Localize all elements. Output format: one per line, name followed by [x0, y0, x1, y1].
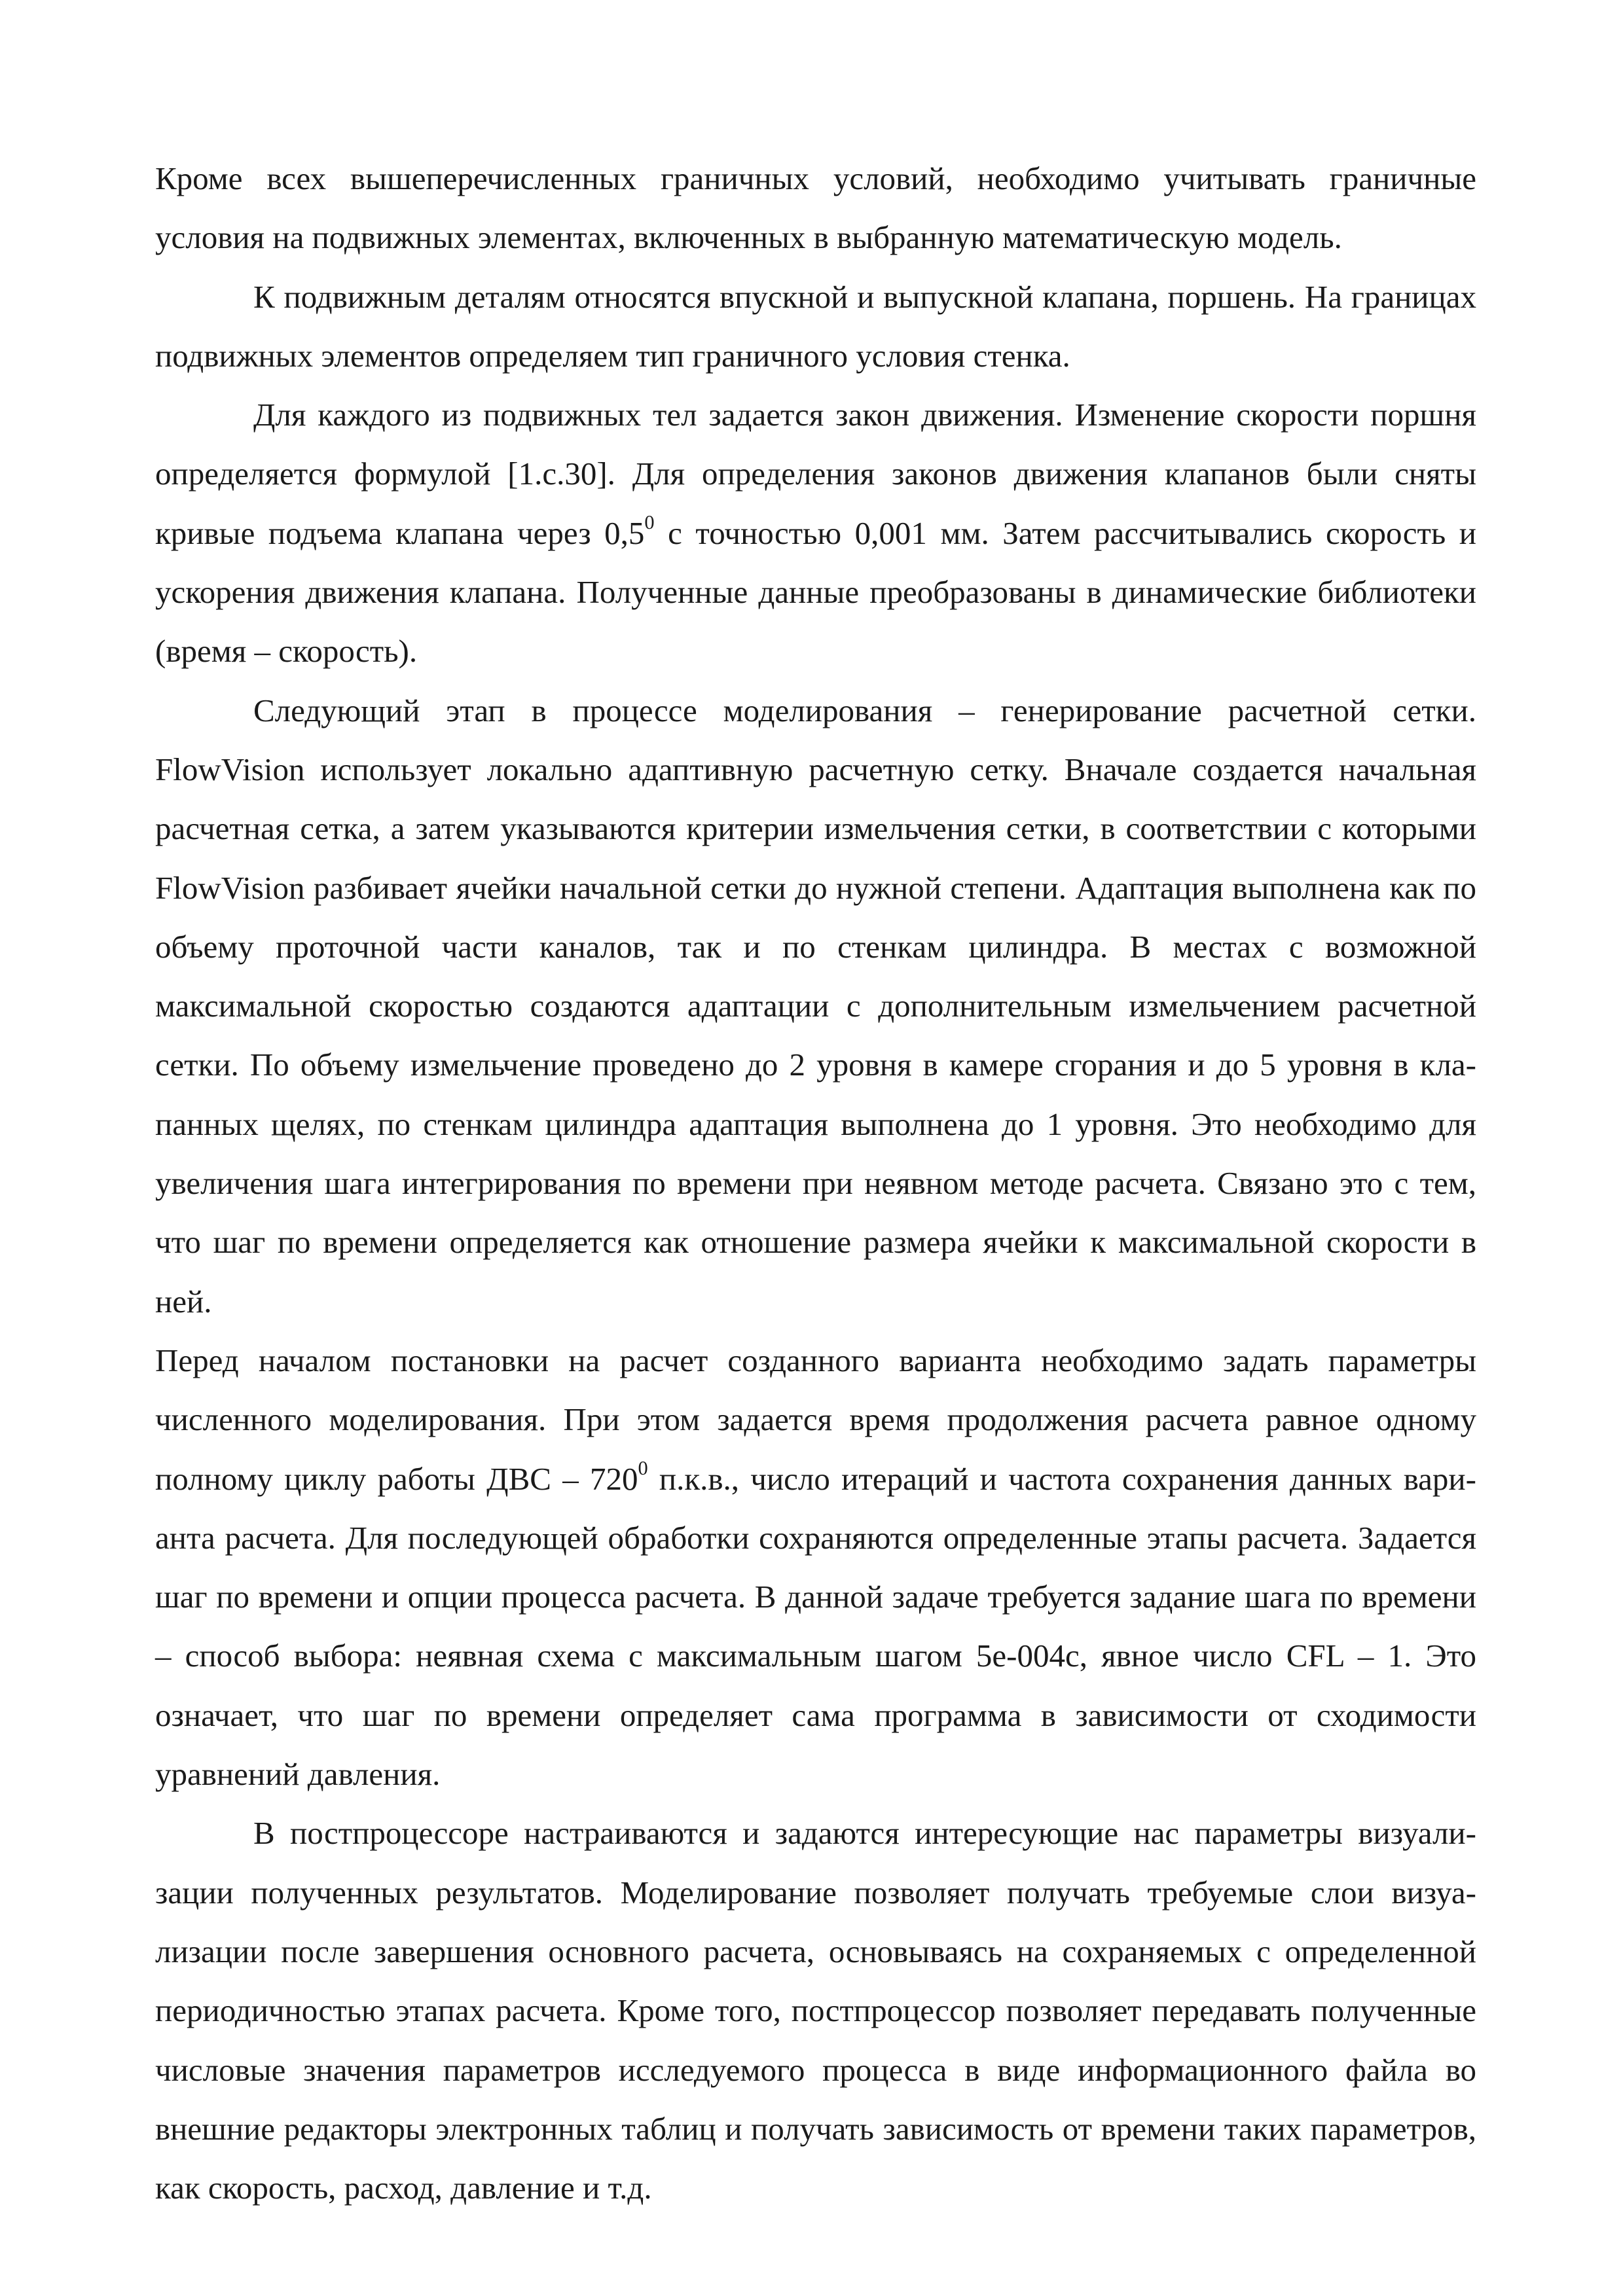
paragraph-3-text-before: Для каждого из подвижных тел задается закон движения. Изменение скорости поршня определяется формулой [1.с.30]. Для определения законов движения клапанов были сняты кривые подъема клапана через 0,5	[155, 397, 1476, 551]
paragraph-3-text-after: с точностью 0,001 мм. Затем рассчитывались скорость и ускорения движения клапана. Полученные данные преобразованы в динамические библиотеки (время – скорость).	[155, 514, 1477, 670]
degree-superscript: 0	[644, 511, 655, 533]
paragraph-5-text-before: Перед началом постановки на расчет созданного варианта необходимо задать параметры численного моделирования. При этом задается время продолжения расчета равное одному полному циклу работы ДВС – 720	[155, 1342, 1476, 1497]
paragraph-5	[155, 1331, 1476, 1804]
paragraph-2: К подвижным деталям относятся впускной и выпускной клапана, поршень. На границах подвижных элементов определяем тип граничного условия стенка.	[155, 278, 1476, 374]
document-page	[155, 149, 1476, 2204]
paragraph-4: Следующий этап в процессе моделирования – генерирование расчетной сетки. FlowVision использует локально адаптивную расчетную сетку. Вначале создается начальная расчетная сетка, а затем указываются критерии измельчения сетки, в соответствии с которыми FlowVision разбивает ячейки начальной сетки до нужной степени. Адаптация выполнена как по объему проточной части каналов, так и по стенкам цилиндра. В местах с возможной максимальной скоростью создаются адаптации с дополнительным измельчением расчетной сетки. По объему измельчение проведено до 2 уровня в камере сгорания и до 5 уровня в клапанных щелях, по стенкам цилиндра адаптация выполнена до 1 уровня. Это необходимо для увеличения шага интегрирования по времени при неявном методе расчета. Связано это с тем, что шаг по времени определяется как отношение размера ячейки к максимальной скорости в ней.	[155, 692, 1476, 1319]
paragraph-3	[155, 386, 1476, 681]
degree-superscript: 0	[638, 1456, 648, 1479]
paragraph-5-text-after: п.к.в., число итераций и частота сохранения данных варианта расчета. Для последующей обработки сохраняются определенные этапы расчета. Задается шаг по времени и опции процесса расчета. В данной задаче требуется задание шага по времени – способ выбора: неявная схема с максимальным шагом 5е-004с, явное число CFL – 1. Это означает, что шаг по времени определяет сама программа в зависимости от сходимости уравнений давления.	[155, 1460, 1476, 1793]
paragraph-1: Кроме всех вышеперечисленных граничных условий, необходимо учитывать граничные условия на подвижных элементах, включенных в выбранную математическую модель.	[155, 160, 1476, 256]
paragraph-6: В постпроцессоре настраиваются и задаются интересующие нас параметры визуализации полученных результатов. Моделирование позволяет получать требуемые слои визуализации после завершения основного расчета, основываясь на сохраняемых с определенной периодичностью этапах расчета. Кроме того, постпроцессор позволяет передавать полученные числовые значения параметров исследуемого процесса в виде информационного файла во внешние редакторы электронных таблиц и получать зависимость от времени таких параметров, как скорость, расход, давление и т.д.	[155, 1815, 1476, 2206]
